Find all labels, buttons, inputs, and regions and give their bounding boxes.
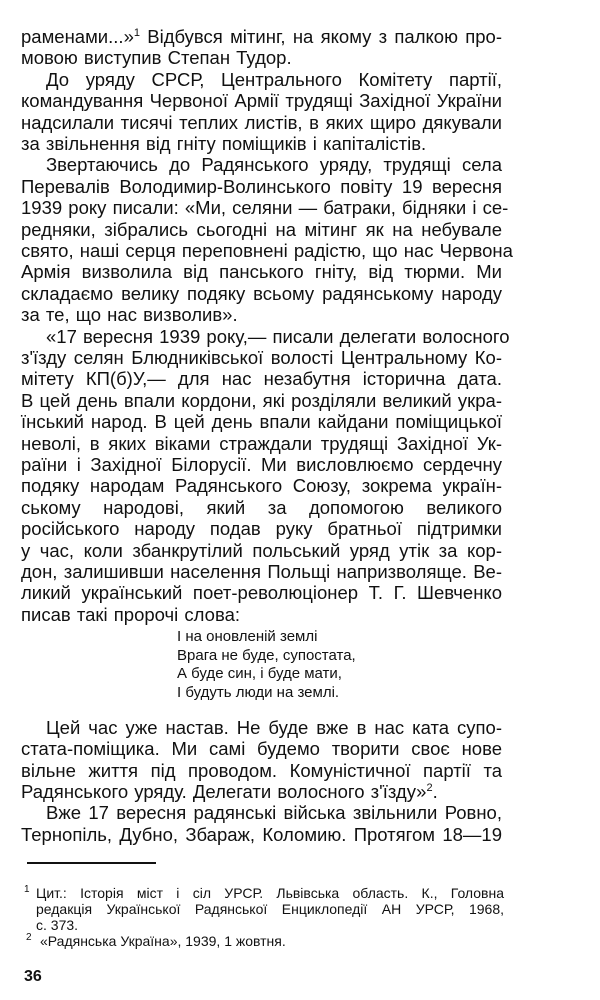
- text-line: [21, 497, 502, 519]
- text-line: [21, 261, 502, 283]
- line-text: складаємо велику подяку всьому радянському народу: [21, 282, 502, 304]
- text-line: [46, 717, 502, 739]
- line-text: 1939 року писали: «Ми, селяни — батраки, бідняки і се-: [21, 197, 509, 219]
- text-line: [21, 781, 502, 803]
- line-text: командування Червоної Армії трудящі Західної України: [21, 90, 502, 112]
- line-text: стата-поміщика. Ми самі будемо творити своє нове: [21, 738, 502, 760]
- line-text: вільне життя під проводом. Комуністичної партії та: [21, 759, 502, 781]
- text-line: [21, 475, 502, 497]
- line-text: Звертаючись до Радянського уряду, трудящі села: [46, 154, 502, 176]
- text-line: [21, 518, 502, 540]
- line-text: ликий український поет-революціонер Т. Г. Шевченко: [21, 582, 502, 604]
- text-line: [46, 325, 510, 348]
- line-text: ському народові, який за допомогою великого: [21, 496, 502, 518]
- line-text: їнський народ. В цей день впали кайдани поміщицької: [21, 411, 502, 433]
- line-text: редняки, зібрались сьогодні на мітинг як на небувале: [21, 218, 502, 240]
- text-line: [21, 561, 502, 583]
- poem-line: А буде син, і буде мати,: [177, 665, 342, 682]
- footnote-line: «Радянська Україна», 1939, 1 жовтня.: [40, 933, 286, 949]
- poem-line: І будуть люди на землі.: [177, 683, 340, 701]
- poem-line: Врага не буде, супостата,: [177, 646, 356, 664]
- text-line: [21, 304, 502, 326]
- text-line: [21, 347, 502, 369]
- line-text: мітету КП(б)У,— для нас незабутня історична дата.: [21, 368, 502, 390]
- text-line: [21, 411, 502, 433]
- text-line: [21, 582, 502, 604]
- line-text: Радянського уряду. Делегати волосного з'їзду»: [21, 780, 427, 802]
- text-line: [21, 454, 502, 476]
- footnote-mark: 1: [24, 884, 30, 895]
- line-text-after: Відбувся мітинг, на якому з палкою про-: [139, 26, 502, 47]
- text-line: [21, 240, 513, 262]
- text-line: [21, 90, 502, 112]
- line-text: раїни і Західної Білорусії. Ми висловлюємо сердечну: [21, 454, 502, 475]
- text-line: [21, 824, 502, 846]
- footnote-ref: 1: [133, 26, 140, 39]
- text-line: [21, 112, 502, 134]
- line-text: неволі, в яких віками страждали трудящі Західної Ук-: [21, 432, 502, 454]
- text-line: [21, 176, 502, 198]
- footnote-line: с. 373.: [36, 917, 79, 933]
- line-text: російського народу подав руку братньої підтримки: [21, 518, 502, 540]
- text-line: [21, 368, 502, 390]
- text-line: [21, 47, 502, 69]
- text-line: [21, 283, 502, 305]
- text-line: [21, 219, 502, 241]
- line-text: Армія визволила від панського гніту, від тюрми. Ми: [21, 261, 502, 283]
- line-text: з'їзду селян Блюдниківської волості Центральному Ко-: [21, 347, 502, 368]
- text-line: [21, 26, 502, 48]
- text-line: [46, 802, 502, 824]
- line-text: Тернопіль, Дубно, Збараж, Коломию. Протягом 18—19: [21, 823, 502, 845]
- text-line: [21, 604, 502, 626]
- line-text: раменами...»: [21, 26, 134, 47]
- line-text: дон, залишивши населення Польщі напризволяще. Ве-: [21, 561, 502, 582]
- text-line: [21, 738, 502, 760]
- line-text: Перевалів Володимир-Волинського повіту 19 вересня: [21, 175, 502, 197]
- line-text: за те, що нас визволив».: [21, 304, 238, 326]
- text-line: [21, 390, 502, 412]
- footnote-mark: 2: [26, 932, 32, 943]
- text-line: [21, 133, 502, 155]
- footnote-line: редакція Української Радянської Енциклопедії АН УРСР, 1968,: [36, 901, 504, 917]
- text-line: [21, 540, 502, 562]
- line-text-after: .: [432, 780, 438, 802]
- line-text: за звільнення від гніту поміщиків і капіталістів.: [21, 133, 427, 154]
- footnote-ref: 2: [426, 781, 433, 794]
- line-text: надсилали тисячі теплих листів, в яких щиро дякували: [21, 111, 502, 133]
- line-text: Вже 17 вересня радянські війська звільнили Ровно,: [46, 802, 502, 824]
- footnote-line: Цит.: Історія міст і сіл УРСР. Львівська область. К., Головна: [36, 885, 504, 901]
- text-line: [46, 69, 502, 91]
- line-text: В цей день впали кордони, які розділяли великий укра-: [21, 389, 502, 411]
- footnote-separator: [27, 862, 156, 864]
- page-number: 36: [24, 968, 42, 985]
- line-text: свято, наші серця переповнені радістю, що нас Червона: [21, 240, 513, 261]
- poem-line: І на оновленій землі: [177, 628, 318, 645]
- line-text: подяку народам Радянського Союзу, зокрема україн-: [21, 475, 502, 497]
- text-line: [46, 154, 502, 176]
- line-text: До уряду СРСР, Центрального Комітету партії,: [46, 68, 502, 90]
- text-line: [21, 197, 509, 219]
- line-text: «17 вересня 1939 року,— писали делегати волосного: [46, 325, 510, 347]
- line-text: мовою виступив Степан Тудор.: [21, 47, 292, 69]
- text-line: [21, 433, 502, 455]
- text-line: [21, 760, 502, 782]
- line-text: Цей час уже настав. Не буде вже в нас ката супо-: [46, 717, 502, 738]
- line-text: писав такі пророчі слова:: [21, 603, 241, 625]
- line-text: у час, коли збанкрутілий польський уряд утік за кор-: [21, 539, 502, 561]
